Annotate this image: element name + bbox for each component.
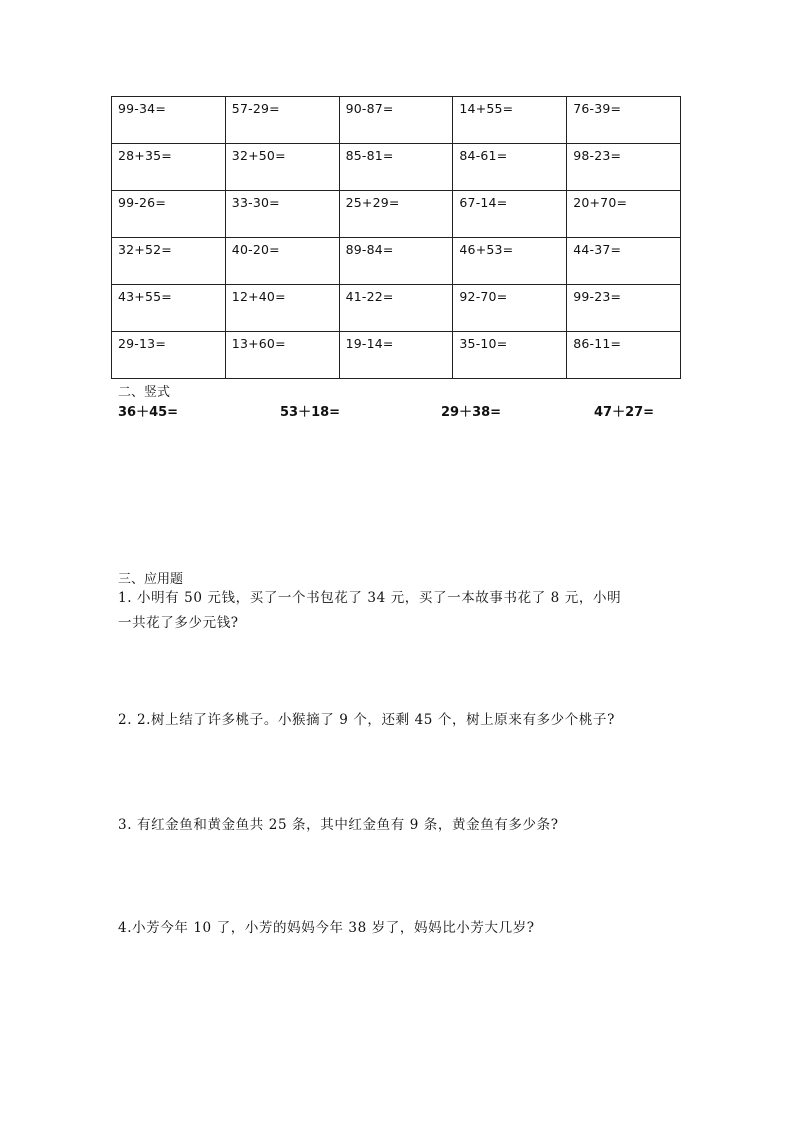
table-cell: 14+55= xyxy=(453,97,567,144)
problem-text: 一共花了多少元钱? xyxy=(118,615,239,631)
table-row xyxy=(112,238,681,285)
vertical-problem: 36＋45= xyxy=(118,405,179,420)
table-cell: 20+70= xyxy=(567,191,681,238)
table-cell: 28+35= xyxy=(112,144,226,191)
section-title-word-problems: 三、应用题 xyxy=(118,572,184,587)
table-cell: 57-29= xyxy=(225,97,339,144)
vertical-problem: 53＋18= xyxy=(280,405,341,420)
table-row xyxy=(112,144,681,191)
table-cell: 99-26= xyxy=(112,191,226,238)
problem-text: 2. 2.树上结了许多桃子。小猴摘了 9 个，还剩 45 个，树上原来有多少个桃子? xyxy=(118,712,615,728)
table-cell: 35-10= xyxy=(453,332,567,379)
vertical-problem: 47＋27= xyxy=(594,405,655,420)
table-cell: 86-11= xyxy=(567,332,681,379)
vertical-problem: 29＋38= xyxy=(441,405,502,420)
table-cell: 43+55= xyxy=(112,285,226,332)
table-cell: 92-70= xyxy=(453,285,567,332)
table-cell: 33-30= xyxy=(225,191,339,238)
word-problem-2 xyxy=(118,708,688,733)
word-problem-4 xyxy=(118,916,688,941)
vertical-calculation-row xyxy=(0,401,794,421)
table-cell: 98-23= xyxy=(567,144,681,191)
table-cell: 89-84= xyxy=(339,238,453,285)
table-cell: 76-39= xyxy=(567,97,681,144)
table-row xyxy=(112,285,681,332)
table-cell: 40-20= xyxy=(225,238,339,285)
section-title-vertical: 二、竖式 xyxy=(118,385,171,400)
word-problem-3 xyxy=(118,813,688,838)
table-cell: 84-61= xyxy=(453,144,567,191)
table-cell: 32+52= xyxy=(112,238,226,285)
problem-text: 3. 有红金鱼和黄金鱼共 25 条，其中红金鱼有 9 条，黄金鱼有多少条? xyxy=(118,817,559,833)
table-row xyxy=(112,97,681,144)
table-cell: 44-37= xyxy=(567,238,681,285)
problem-text: 1. 小明有 50 元钱，买了一个书包花了 34 元，买了一本故事书花了 8 元，小明 xyxy=(118,590,622,606)
table-cell: 67-14= xyxy=(453,191,567,238)
table-cell: 29-13= xyxy=(112,332,226,379)
table-cell: 41-22= xyxy=(339,285,453,332)
table-cell: 99-23= xyxy=(567,285,681,332)
table-cell: 99-34= xyxy=(112,97,226,144)
word-problem-1 xyxy=(118,586,688,636)
table-cell: 25+29= xyxy=(339,191,453,238)
table-cell: 46+53= xyxy=(453,238,567,285)
problem-text: 4.小芳今年 10 了，小芳的妈妈今年 38 岁了，妈妈比小芳大几岁? xyxy=(118,920,535,936)
table-cell: 12+40= xyxy=(225,285,339,332)
table-row xyxy=(112,332,681,379)
table-cell: 13+60= xyxy=(225,332,339,379)
table-cell: 32+50= xyxy=(225,144,339,191)
table-cell: 85-81= xyxy=(339,144,453,191)
oral-calculation-table xyxy=(111,96,681,379)
table-row xyxy=(112,191,681,238)
table-cell: 19-14= xyxy=(339,332,453,379)
table-cell: 90-87= xyxy=(339,97,453,144)
